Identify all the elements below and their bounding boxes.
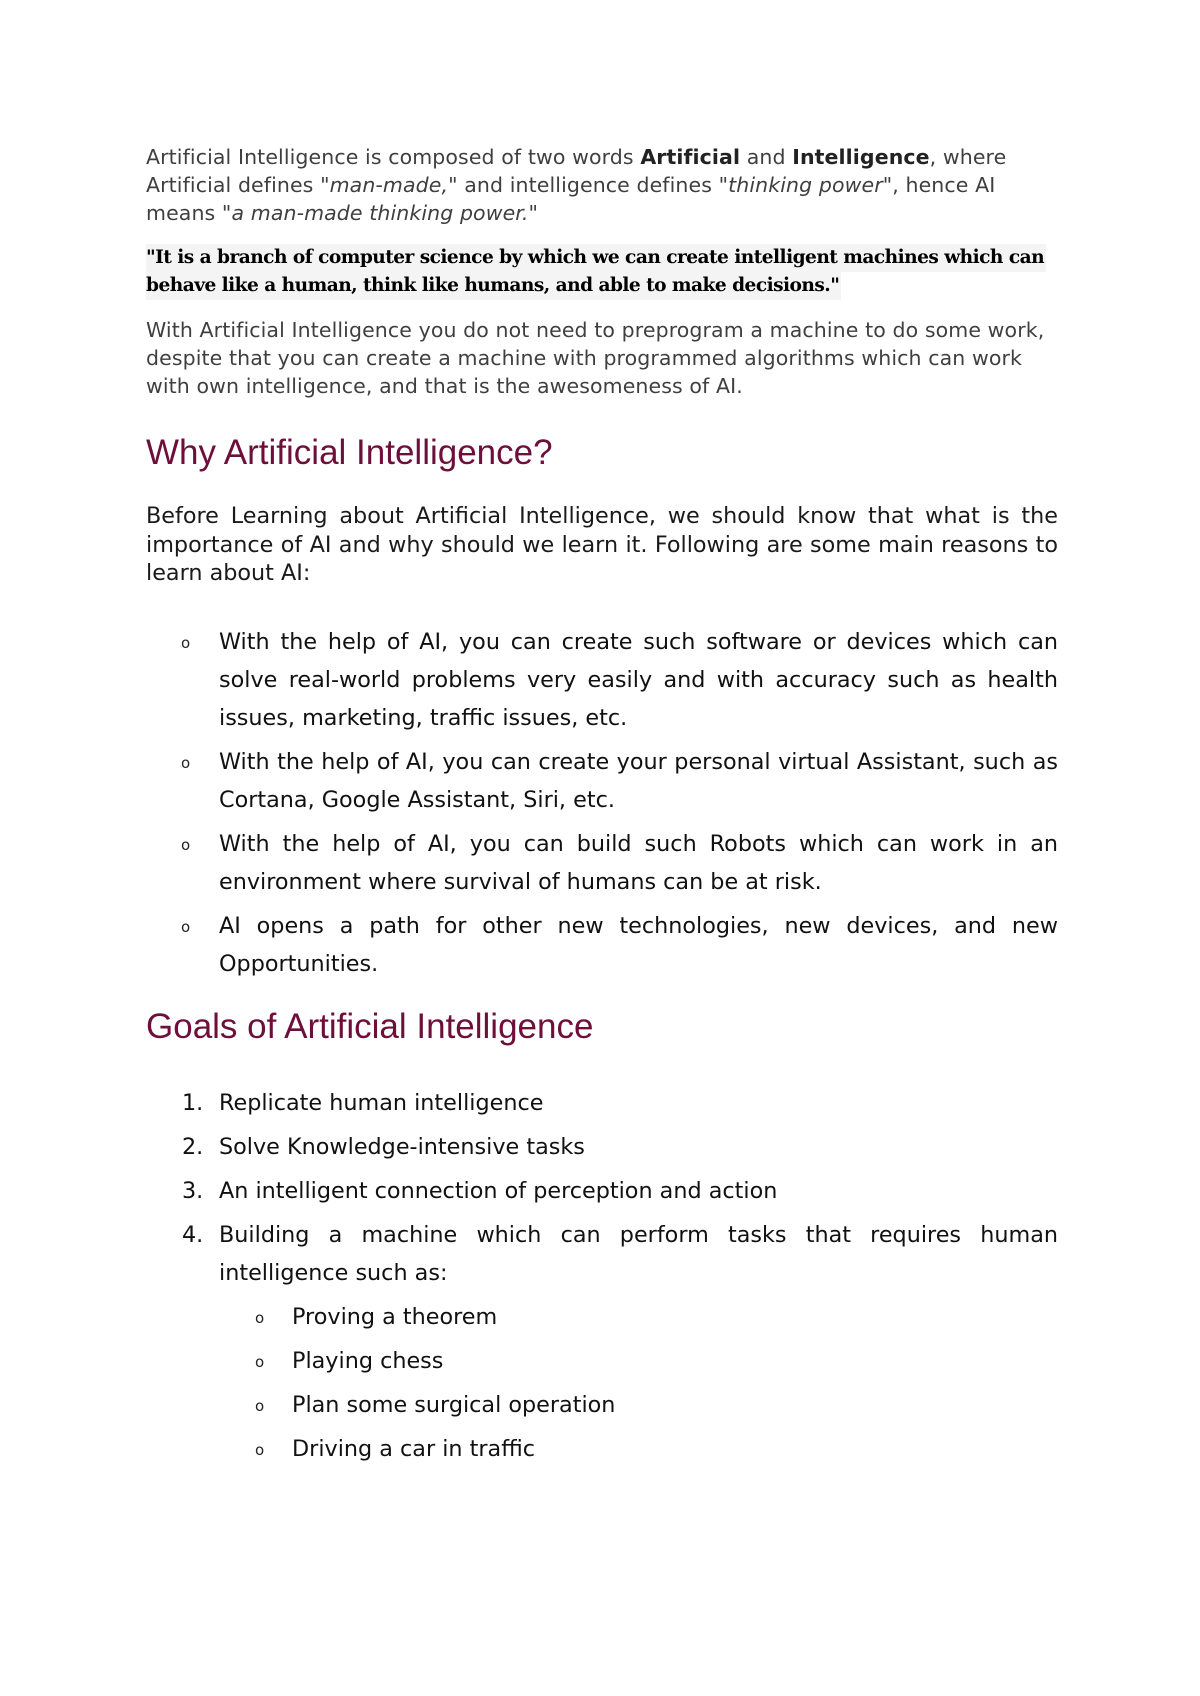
list-item-text: Building a machine which can perform tasks that requires human intelligence such as: <box>219 1222 1058 1286</box>
intro-text: Artificial Intelligence is composed of two words <box>146 145 641 169</box>
definition-quote <box>146 244 1058 300</box>
intro-text: ", hence AI means " <box>146 173 996 225</box>
intro-text: , where Artificial defines " <box>146 145 1007 197</box>
list-item-text: With the help of AI, you can create your personal virtual Assistant, such as Cortana, Google Assistant, Siri, etc. <box>219 749 1058 813</box>
list-item <box>219 1430 1058 1468</box>
list-item-text: Playing chess <box>292 1348 444 1374</box>
list-item-text: Proving a theorem <box>292 1304 498 1330</box>
intro-bold-artificial: Artificial <box>640 145 741 169</box>
list-number: 2. <box>182 1134 204 1160</box>
sub-goals-list <box>219 1298 1058 1468</box>
list-item <box>146 1084 1058 1122</box>
intro-italic: a man-made thinking power. <box>231 201 529 225</box>
why-ai-intro: Before Learning about Artificial Intelligence, we should know that what is the importance of AI and why should we learn it. Following are some main reasons to learn about AI: <box>146 503 1058 586</box>
list-item-text: With the help of AI, you can build such Robots which can work in an environment where survival of humans can be at risk. <box>219 831 1058 895</box>
list-item-text: Plan some surgical operation <box>292 1392 616 1418</box>
bullet-icon: o <box>181 634 191 652</box>
bullet-icon: o <box>181 918 191 936</box>
list-item-text: With the help of AI, you can create such software or devices which can solve real-world problems very easily and with accuracy such as health issues, marketing, traffic issues, etc. <box>219 629 1058 731</box>
list-item <box>146 623 1058 737</box>
list-item-text: Replicate human intelligence <box>219 1090 544 1116</box>
description-paragraph: With Artificial Intelligence you do not need to preprogram a machine to do some work, despite that you can create a machine with programmed algorithms which can work with own intelligence, and that is the awesomeness of AI. <box>146 318 1045 398</box>
why-ai-heading: Why Artificial Intelligence? <box>146 433 553 472</box>
list-item <box>219 1298 1058 1336</box>
bullet-icon: o <box>255 1441 265 1459</box>
intro-text: " <box>528 201 539 225</box>
goals-list <box>146 1084 1058 1474</box>
list-number: 1. <box>182 1090 204 1116</box>
list-item-text: Solve Knowledge-intensive tasks <box>219 1134 585 1160</box>
list-item <box>219 1342 1058 1380</box>
list-item-text: An intelligent connection of perception and action <box>219 1178 778 1204</box>
bullet-icon: o <box>255 1309 265 1327</box>
list-item-text: AI opens a path for other new technologies, new devices, and new Opportunities. <box>219 913 1058 977</box>
list-item <box>219 1386 1058 1424</box>
goals-heading: Goals of Artificial Intelligence <box>146 1007 594 1046</box>
list-item-text: Driving a car in traffic <box>292 1436 536 1462</box>
reasons-list <box>146 623 1058 989</box>
intro-italic: man-made, <box>329 173 449 197</box>
intro-text: and <box>740 145 793 169</box>
bullet-icon: o <box>255 1353 265 1371</box>
bullet-icon: o <box>181 836 191 854</box>
list-item <box>146 1128 1058 1166</box>
list-number: 3. <box>182 1178 204 1204</box>
intro-bold-intelligence: Intelligence <box>792 145 930 169</box>
quote-line: "It is a branch of computer science by which we can create intelligent machines which can <box>146 244 1046 272</box>
intro-text: " and intelligence defines " <box>448 173 729 197</box>
intro-italic: thinking power <box>728 173 883 197</box>
list-number: 4. <box>182 1222 204 1248</box>
list-item <box>146 1216 1058 1468</box>
bullet-icon: o <box>181 754 191 772</box>
bullet-icon: o <box>255 1397 265 1415</box>
intro-paragraph <box>146 143 1058 227</box>
list-item <box>146 825 1058 901</box>
list-item <box>146 743 1058 819</box>
quote-line: behave like a human, think like humans, and able to make decisions." <box>146 272 841 300</box>
list-item <box>146 1172 1058 1210</box>
list-item <box>146 907 1058 983</box>
